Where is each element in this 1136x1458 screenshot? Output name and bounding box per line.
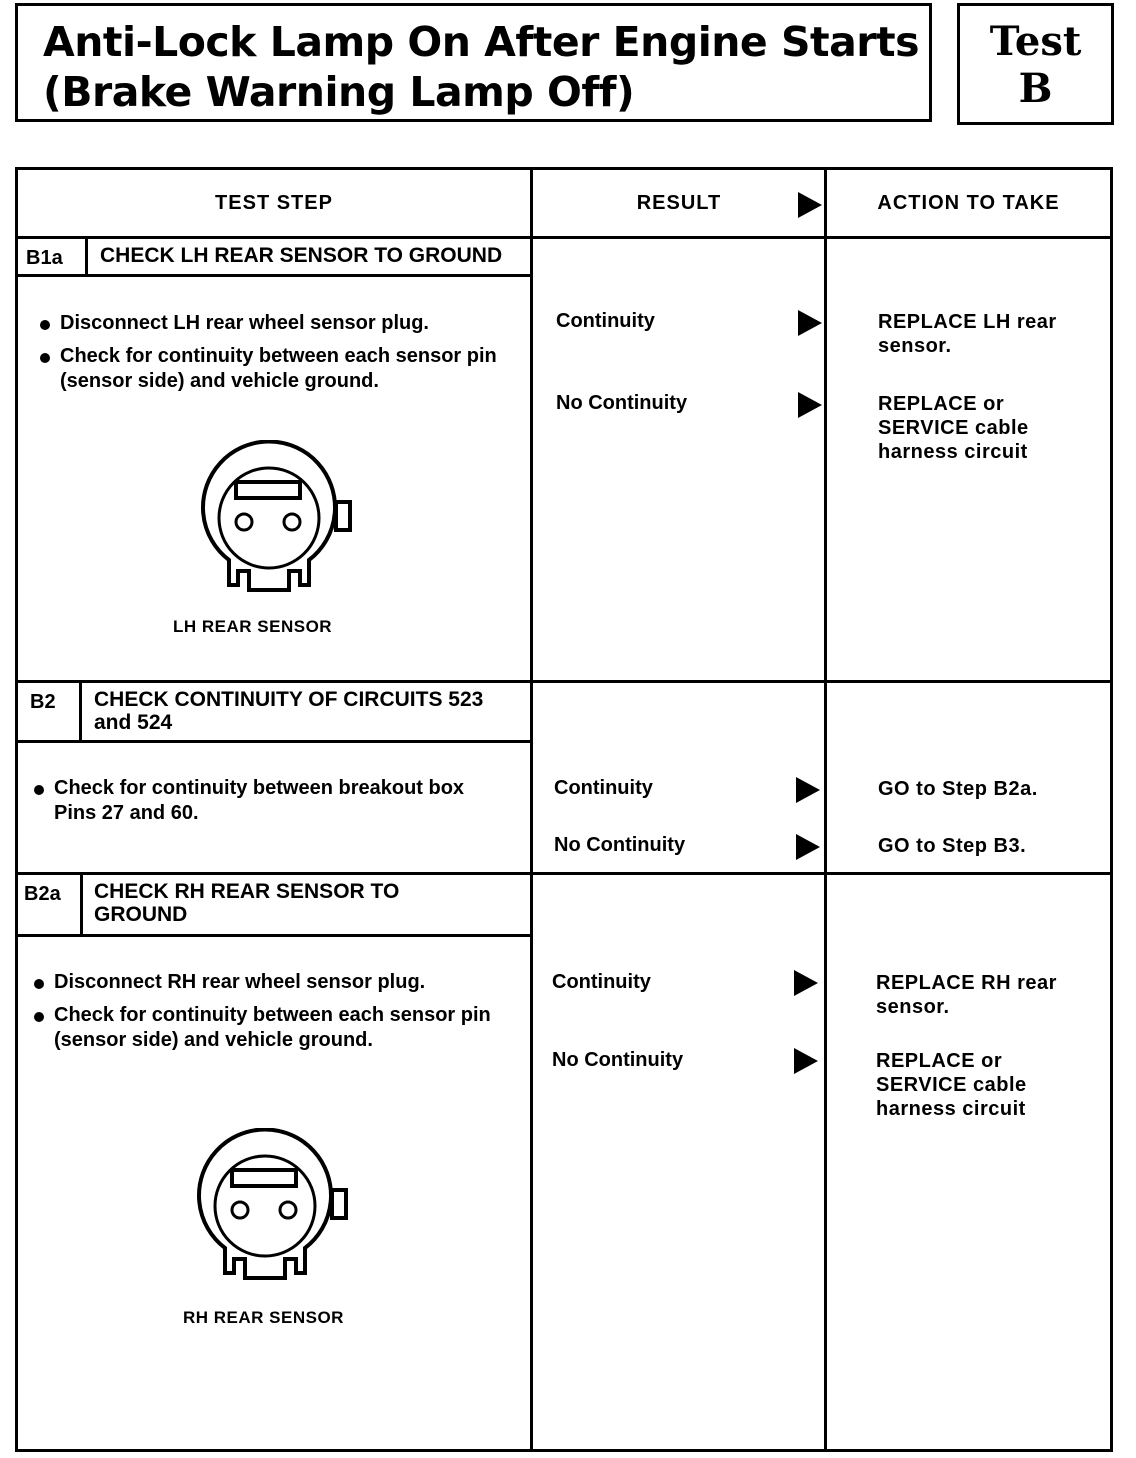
step-id: B1a [26, 247, 63, 269]
step-id: B2 [30, 691, 56, 713]
action-text: REPLACE LH rear sensor. [878, 311, 1057, 357]
action-text: GO to Step B3. [878, 835, 1027, 857]
step-instructions [36, 311, 531, 402]
action-text: GO to Step B2a. [878, 778, 1038, 800]
arrow-right-icon [794, 1048, 818, 1074]
instruction-item: Check for continuity between each sensor pin (sensor side) and vehicle ground. [30, 1003, 520, 1053]
step-title: CHECK RH REAR SENSOR TO GROUND [94, 880, 400, 926]
step-instructions [30, 776, 510, 834]
header-divider [18, 236, 1110, 239]
arrow-right-icon [798, 192, 822, 218]
step-id-divider [80, 872, 83, 936]
col-divider-2 [824, 170, 827, 1449]
figure-caption: LH REAR SENSOR [173, 617, 333, 636]
step-title-divider [18, 740, 530, 743]
step-title: CHECK CONTINUITY OF CIRCUITS 523 and 524 [94, 688, 484, 734]
test-id-box [957, 3, 1114, 125]
result-continuity: Continuity [552, 971, 651, 993]
result-no-continuity: No Continuity [554, 834, 686, 856]
sensor-connector-icon [188, 440, 358, 600]
test-table [15, 167, 1113, 1452]
step-title-divider [18, 274, 530, 277]
instruction-item: Disconnect RH rear wheel sensor plug. [30, 970, 520, 995]
test-label: Test [989, 18, 1082, 65]
step-divider [18, 680, 1110, 683]
result-no-continuity: No Continuity [556, 392, 688, 414]
action-text: REPLACE RH rear sensor. [876, 972, 1057, 1018]
sensor-connector-icon [184, 1128, 354, 1288]
page-title-line-1: Anti-Lock Lamp On After Engine Starts [43, 18, 920, 66]
arrow-right-icon [794, 970, 818, 996]
instruction-item: Check for continuity between breakout box Pins 27 and 60. [30, 776, 510, 826]
arrow-right-icon [798, 392, 822, 418]
page-title-line-2: (Brake Warning Lamp Off) [43, 68, 635, 116]
arrow-right-icon [796, 834, 820, 860]
column-header-test-step: TEST STEP [215, 192, 333, 214]
result-continuity: Continuity [556, 310, 655, 332]
arrow-right-icon [798, 310, 822, 336]
action-text: REPLACE or SERVICE cable harness circuit [876, 1050, 1027, 1120]
figure-caption: RH REAR SENSOR [183, 1308, 344, 1327]
instruction-item: Disconnect LH rear wheel sensor plug. [36, 311, 531, 336]
step-title: CHECK LH REAR SENSOR TO GROUND [100, 244, 503, 267]
result-no-continuity: No Continuity [552, 1049, 684, 1071]
step-id-divider [79, 680, 82, 742]
step-id: B2a [24, 883, 61, 905]
step-title-divider [18, 934, 530, 937]
step-instructions [30, 970, 520, 1061]
column-header-result: RESULT [636, 192, 722, 214]
arrow-right-icon [796, 777, 820, 803]
column-header-action: ACTION TO TAKE [877, 192, 1060, 214]
result-continuity: Continuity [554, 777, 653, 799]
instruction-item: Check for continuity between each sensor pin (sensor side) and vehicle ground. [36, 344, 531, 394]
title-box [15, 3, 932, 122]
step-divider [18, 872, 1110, 875]
test-id: B [1018, 65, 1053, 112]
action-text: REPLACE or SERVICE cable harness circuit [878, 393, 1029, 463]
step-id-divider [85, 236, 88, 276]
